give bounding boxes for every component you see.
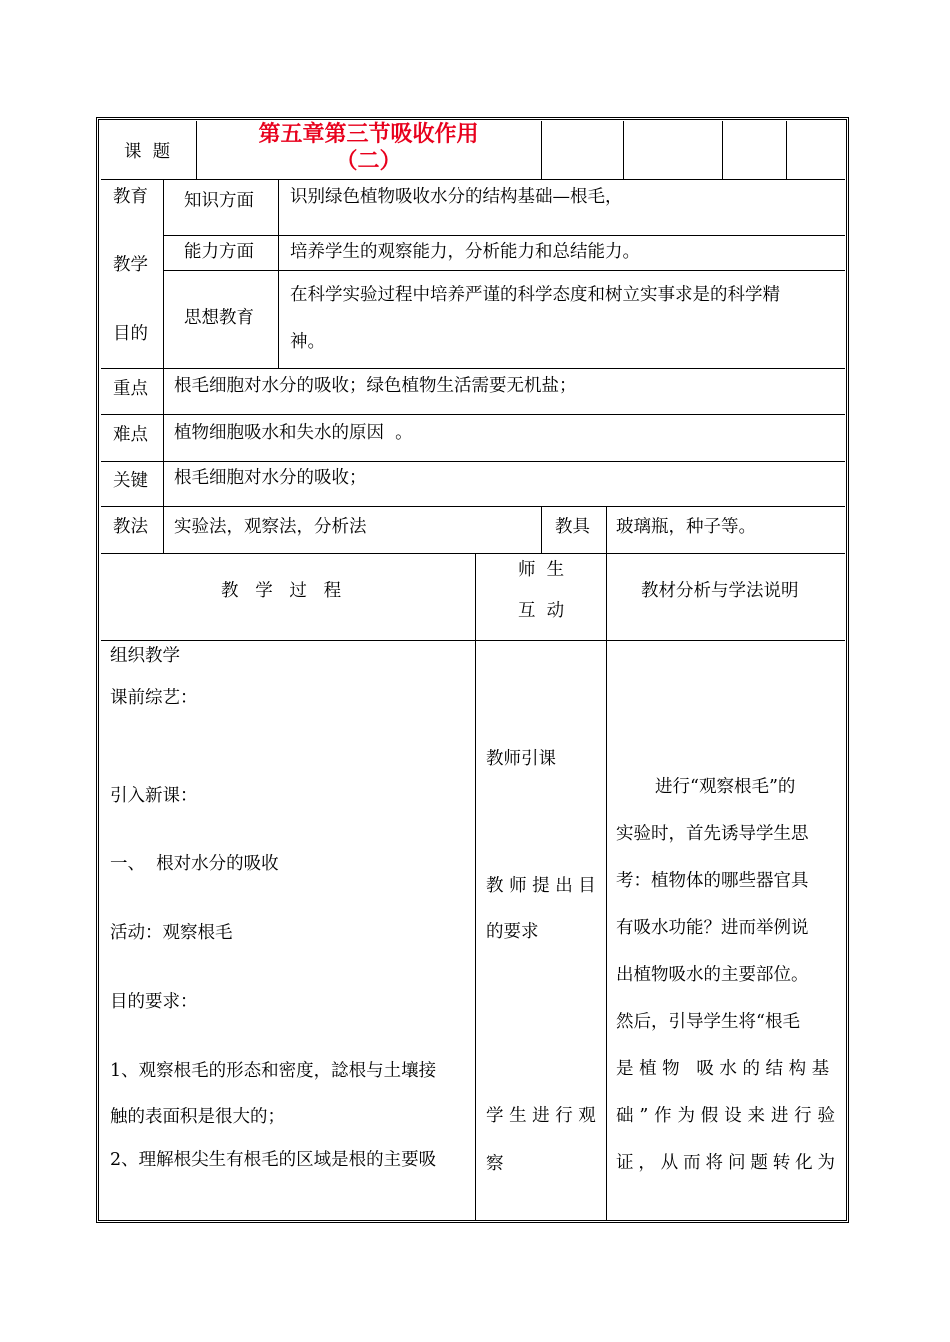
process-item2-line1: 2、理解根尖生有根毛的区域是根的主要吸 bbox=[110, 1150, 437, 1170]
key-text: 根毛细胞对水分的吸收； bbox=[174, 468, 367, 488]
process-goal: 目的要求： bbox=[110, 992, 198, 1012]
col-divider bbox=[606, 506, 607, 1220]
difficulty-label: 难点 bbox=[113, 425, 148, 445]
objectives-label-1: 教育 bbox=[113, 187, 148, 207]
col-divider bbox=[786, 121, 787, 179]
col-divider bbox=[163, 179, 164, 553]
analysis-line: 考：植物体的哪些器官具 bbox=[616, 871, 809, 891]
analysis-line: 实验时，首先诱导学生思 bbox=[616, 824, 809, 844]
analysis-header: 教材分析与学法说明 bbox=[641, 581, 799, 601]
interaction-teacher-goal-line2: 的要求 bbox=[486, 922, 539, 942]
row-divider bbox=[101, 179, 845, 180]
knowledge-label: 知识方面 bbox=[184, 191, 254, 211]
ability-label: 能力方面 bbox=[184, 242, 254, 262]
row-divider bbox=[163, 235, 845, 236]
thought-label: 思想教育 bbox=[184, 308, 254, 328]
row-divider bbox=[101, 506, 845, 507]
col-divider bbox=[541, 121, 542, 179]
analysis-line: 然后，引导学生将“根毛 bbox=[616, 1012, 800, 1032]
analysis-paragraph bbox=[616, 764, 835, 1187]
col-divider bbox=[541, 506, 542, 553]
key-point-label: 重点 bbox=[113, 379, 148, 399]
lesson-title-line1: 第五章第三节吸收作用 bbox=[258, 121, 479, 147]
lesson-title bbox=[196, 121, 541, 175]
row-divider bbox=[101, 640, 845, 641]
row-divider bbox=[101, 414, 845, 415]
row-divider bbox=[101, 461, 845, 462]
interaction-teacher-goal-line1: 教 师 提 出 目 bbox=[486, 876, 596, 896]
col-divider bbox=[623, 121, 624, 179]
objectives-label-2: 教学 bbox=[113, 255, 148, 275]
row-divider bbox=[101, 368, 845, 369]
thought-text-line2: 神。 bbox=[290, 332, 325, 352]
method-label: 教法 bbox=[113, 517, 148, 537]
objectives-label-3: 目的 bbox=[113, 324, 148, 344]
thought-text-line1: 在科学实验过程中培养严谨的科学态度和树立实事求是的科学精 bbox=[290, 285, 780, 305]
ability-text: 培养学生的观察能力，分析能力和总结能力。 bbox=[290, 242, 640, 262]
knowledge-text: 识别绿色植物吸收水分的结构基础—根毛， bbox=[290, 187, 623, 207]
process-header: 教 学 过 程 bbox=[221, 581, 342, 601]
row-divider bbox=[101, 553, 845, 554]
process-organize: 组织教学 bbox=[110, 646, 180, 666]
interaction-student-obs-line2: 察 bbox=[486, 1154, 504, 1174]
tools-text: 玻璃瓶，种子等。 bbox=[616, 517, 756, 537]
topic-label: 课 题 bbox=[124, 142, 171, 162]
process-activity: 活动：观察根毛 bbox=[110, 923, 233, 943]
interaction-teacher-intro: 教师引课 bbox=[486, 749, 556, 769]
tools-label: 教具 bbox=[555, 517, 590, 537]
process-item1-line1: 1、观察根毛的形态和密度，諗根与土壤接 bbox=[110, 1061, 437, 1081]
process-intro: 引入新课： bbox=[110, 786, 198, 806]
col-divider bbox=[278, 179, 279, 368]
col-divider bbox=[722, 121, 723, 179]
row-divider bbox=[163, 270, 845, 271]
process-item1-line2: 触的表面积是很大的； bbox=[110, 1107, 285, 1127]
analysis-line: 出植物吸水的主要部位。 bbox=[616, 965, 809, 985]
key-label: 关键 bbox=[113, 471, 148, 491]
process-pre-class: 课前综艺： bbox=[110, 688, 198, 708]
difficulty-text: 植物细胞吸水和失水的原因 。 bbox=[174, 423, 413, 443]
method-text: 实验法，观察法，分析法 bbox=[174, 517, 367, 537]
col-divider bbox=[475, 553, 476, 1220]
interaction-header-line1: 师 生 bbox=[518, 560, 565, 580]
analysis-line: 进行“观察根毛”的 bbox=[655, 777, 796, 797]
analysis-line: 有吸水功能？进而举例说 bbox=[616, 918, 809, 938]
analysis-line: 是 植 物 吸 水 的 结 构 基 bbox=[616, 1059, 830, 1079]
analysis-line: 础”作为假设来进行验 bbox=[616, 1106, 835, 1126]
lesson-title-line2: （二） bbox=[335, 148, 402, 174]
process-section1: 一、 根对水分的吸收 bbox=[110, 854, 279, 874]
interaction-student-obs-line1: 学 生 进 行 观 bbox=[486, 1106, 596, 1126]
analysis-line: 证，从而将问题转化为 bbox=[616, 1153, 835, 1173]
interaction-header-line2: 互 动 bbox=[518, 601, 565, 621]
key-point-text: 根毛细胞对水分的吸收；绿色植物生活需要无机盐； bbox=[174, 376, 577, 396]
